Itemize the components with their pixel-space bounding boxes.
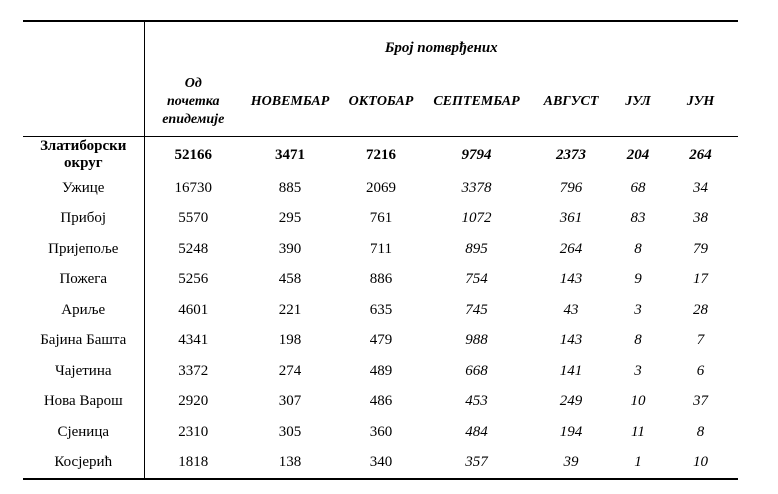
cell-jul: 1: [613, 448, 663, 480]
column-header-oct: [338, 68, 424, 137]
table-row: [23, 417, 738, 448]
cell-aug: 2373: [556, 146, 586, 163]
cell-jul: 3: [634, 362, 642, 379]
cell-total: 5248: [178, 240, 209, 257]
cell-nov: 390: [278, 240, 302, 257]
municipality-name: Косјерић: [23, 448, 144, 480]
cell-sep: 1072: [461, 210, 492, 227]
cell-jun: 79: [693, 240, 709, 257]
cell-aug: 141: [559, 362, 583, 379]
municipality-name: Нова Варош: [23, 387, 144, 418]
cell-jul: 9: [634, 271, 642, 288]
cell-sep: 754: [465, 271, 488, 288]
cell-sep: 988: [465, 332, 488, 349]
municipality-name: Пожега: [23, 265, 144, 296]
column-header-line: АВГУСТ: [543, 94, 599, 109]
municipality-name: Ариље: [23, 295, 144, 326]
table-row: [23, 387, 738, 418]
cell-aug: 143: [559, 332, 583, 349]
group-header-row: [23, 21, 738, 68]
cell-total: 52166: [174, 146, 212, 163]
table-row: [23, 173, 738, 204]
cell-nov: 3471: [275, 146, 305, 163]
column-header-line: почетка: [167, 94, 220, 109]
cell-jun: 34: [693, 179, 709, 196]
cell-sep: 453: [465, 393, 488, 410]
cell-oct: 360: [369, 423, 393, 440]
cell-sep: 357: [424, 448, 529, 480]
cell-nov: 305: [278, 423, 302, 440]
corner-cell-lower: [23, 68, 144, 137]
cell-nov: 274: [278, 362, 302, 379]
cell-aug: 249: [559, 393, 583, 410]
cell-jun: 38: [693, 210, 709, 227]
cell-aug: 143: [559, 271, 583, 288]
municipality-name: Пријепоље: [23, 234, 144, 265]
cell-jun: 7: [696, 332, 705, 349]
column-header-sep: [424, 68, 529, 137]
cell-aug: 796: [559, 179, 583, 196]
column-header-line: СЕПТЕМБАР: [433, 94, 520, 109]
cell-sep: 9794: [461, 146, 492, 163]
cell-sep: 745: [465, 301, 488, 318]
municipality-name: Ужице: [23, 173, 144, 204]
cell-nov: 138: [242, 448, 338, 480]
column-header-jun: [663, 68, 738, 137]
cell-nov: 221: [278, 301, 302, 318]
cell-nov: 885: [278, 179, 302, 196]
cell-jun: 264: [689, 146, 712, 163]
column-header-line: ЈУЛ: [625, 94, 651, 109]
cell-aug: 43: [563, 301, 579, 318]
cell-sep: 484: [465, 423, 488, 440]
cell-nov: 458: [278, 271, 302, 288]
table-row: [23, 295, 738, 326]
cell-jul: 11: [631, 423, 645, 440]
cell-jul: 8: [634, 332, 642, 349]
cell-oct: 340: [338, 448, 424, 480]
cell-jun: 8: [696, 423, 705, 440]
column-header-nov: [242, 68, 338, 137]
cell-total: 16730: [174, 179, 212, 196]
cell-jun: 37: [693, 393, 709, 410]
municipality-name: Чајетина: [23, 356, 144, 387]
table-row: [23, 326, 738, 357]
cell-jul: 10: [630, 393, 646, 410]
cell-jul: 68: [630, 179, 646, 196]
covid-cases-table-container: [23, 20, 738, 480]
table-row: [23, 265, 738, 296]
cell-total: 5570: [178, 210, 209, 227]
cell-sep: 3378: [461, 179, 492, 196]
cell-jun: 17: [693, 271, 709, 288]
cell-oct: 711: [370, 240, 392, 257]
table-row: [23, 204, 738, 235]
cell-oct: 489: [369, 362, 393, 379]
column-header-line: НОВЕМБАР: [250, 94, 330, 109]
column-header-row: [23, 68, 738, 137]
cell-total: 4341: [178, 332, 209, 349]
cell-total: 2310: [178, 423, 209, 440]
cell-oct: 7216: [366, 146, 396, 163]
cell-nov: 307: [278, 393, 302, 410]
confirmed-cases-table: [23, 20, 738, 480]
cell-total: 3372: [178, 362, 209, 379]
table-row: [23, 356, 738, 387]
cell-total: 1818: [144, 448, 242, 480]
municipality-name: Бајина Башта: [23, 326, 144, 357]
cell-aug: 361: [559, 210, 583, 227]
corner-cell: [23, 21, 144, 68]
cell-jul: 8: [634, 240, 642, 257]
cell-oct: 761: [369, 210, 393, 227]
municipality-name: Сјеница: [23, 417, 144, 448]
cell-aug: 264: [559, 240, 583, 257]
cell-jul: 83: [630, 210, 646, 227]
table-row: [23, 448, 738, 480]
municipality-name: Прибој: [23, 204, 144, 235]
cell-oct: 886: [369, 271, 393, 288]
cell-jun: 28: [693, 301, 709, 318]
cell-oct: 479: [369, 332, 393, 349]
table-row: [23, 137, 738, 174]
column-header-line: ЈУН: [686, 94, 715, 109]
cell-nov: 198: [278, 332, 302, 349]
column-header-line: Од: [184, 76, 202, 91]
cell-jul: 204: [626, 146, 650, 163]
cell-nov: 295: [278, 210, 302, 227]
column-header-total: [144, 68, 242, 137]
group-header: Број потврђених: [144, 21, 738, 68]
column-header-line: епидемије: [162, 112, 225, 127]
cell-oct: 486: [369, 393, 393, 410]
cell-aug: 194: [559, 423, 583, 440]
cell-jul: 3: [634, 301, 642, 318]
cell-total: 2920: [178, 393, 209, 410]
column-header-jul: [613, 68, 663, 137]
cell-oct: 2069: [366, 179, 396, 196]
municipality-name: Златиборски округ: [23, 137, 144, 174]
cell-sep: 668: [465, 362, 488, 379]
cell-total: 5256: [178, 271, 209, 288]
column-header-aug: [529, 68, 613, 137]
cell-total: 4601: [178, 301, 209, 318]
cell-jun: 10: [663, 448, 738, 480]
table-row: [23, 234, 738, 265]
cell-jun: 6: [696, 362, 705, 379]
column-header-line: ОКТОБАР: [348, 94, 414, 109]
cell-aug: 39: [529, 448, 613, 480]
cell-oct: 635: [369, 301, 393, 318]
cell-sep: 895: [465, 240, 488, 257]
